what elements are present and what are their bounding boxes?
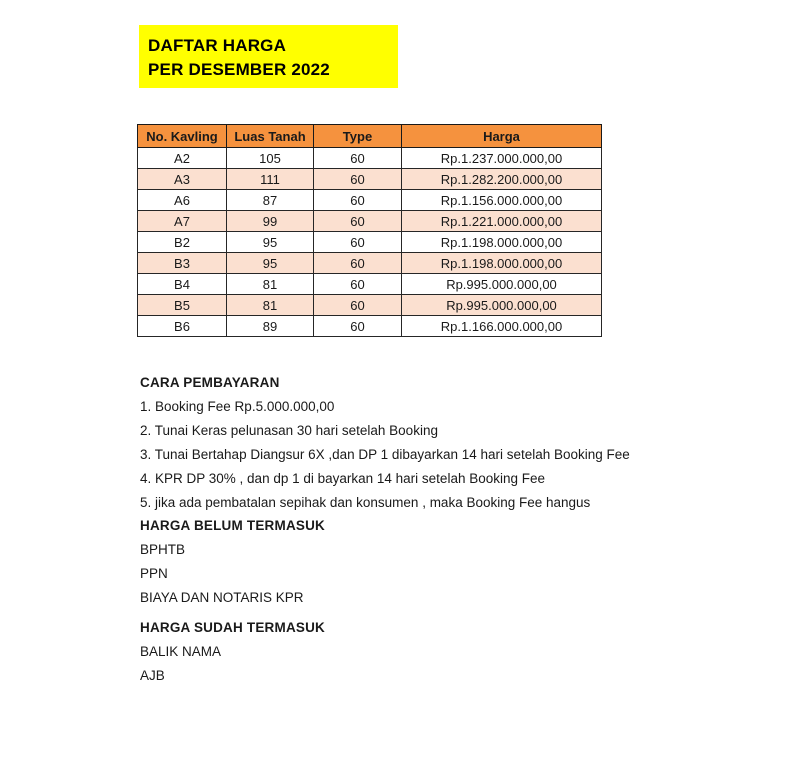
cell-luas-tanah: 99 [227, 211, 314, 232]
cell-kavling: A3 [138, 169, 227, 190]
cell-harga: Rp.1.237.000.000,00 [402, 148, 602, 169]
payment-term-item: 2. Tunai Keras pelunasan 30 hari setelah Booking [140, 423, 438, 438]
price-exclude-item: BPHTB [140, 542, 186, 557]
cell-luas-tanah: 81 [227, 295, 314, 316]
cell-kavling: A6 [138, 190, 227, 211]
cell-harga: Rp.995.000.000,00 [402, 274, 602, 295]
title-line-2: PER DESEMBER 2022 [148, 60, 330, 79]
price-excludes-section [140, 514, 325, 610]
cell-kavling: B4 [138, 274, 227, 295]
cell-luas-tanah: 111 [227, 169, 314, 190]
price-include-item: BALIK NAMA [140, 644, 222, 659]
price-includes-heading: HARGA SUDAH TERMASUK [140, 620, 325, 635]
column-header-type: Type [314, 125, 402, 148]
payment-terms-heading: CARA PEMBAYARAN [140, 375, 280, 390]
price-exclude-item: BIAYA DAN NOTARIS KPR [140, 590, 304, 605]
table-row [138, 274, 602, 295]
cell-type: 60 [314, 169, 402, 190]
column-header-harga: Harga [402, 125, 602, 148]
cell-harga: Rp.995.000.000,00 [402, 295, 602, 316]
payment-terms-list [140, 395, 630, 515]
table-row [138, 169, 602, 190]
cell-luas-tanah: 95 [227, 253, 314, 274]
table-row [138, 253, 602, 274]
table-row [138, 232, 602, 253]
price-table-body [138, 148, 602, 337]
cell-type: 60 [314, 190, 402, 211]
cell-luas-tanah: 89 [227, 316, 314, 337]
table-row [138, 190, 602, 211]
table-row [138, 211, 602, 232]
price-includes-list [140, 640, 325, 688]
cell-kavling: A2 [138, 148, 227, 169]
cell-kavling: A7 [138, 211, 227, 232]
price-excludes-list [140, 538, 325, 610]
column-header-kavling: No. Kavling [138, 125, 227, 148]
cell-type: 60 [314, 316, 402, 337]
cell-kavling: B5 [138, 295, 227, 316]
price-table-container [137, 124, 601, 337]
cell-type: 60 [314, 232, 402, 253]
cell-harga: Rp.1.166.000.000,00 [402, 316, 602, 337]
cell-type: 60 [314, 274, 402, 295]
table-row [138, 316, 602, 337]
price-table [137, 124, 602, 337]
column-header-luas-tanah: Luas Tanah [227, 125, 314, 148]
payment-terms-section [140, 371, 630, 515]
cell-luas-tanah: 81 [227, 274, 314, 295]
cell-type: 60 [314, 148, 402, 169]
cell-harga: Rp.1.198.000.000,00 [402, 253, 602, 274]
cell-harga: Rp.1.221.000.000,00 [402, 211, 602, 232]
cell-luas-tanah: 95 [227, 232, 314, 253]
payment-term-item: 5. jika ada pembatalan sepihak dan konsumen , maka Booking Fee hangus [140, 495, 591, 510]
cell-type: 60 [314, 253, 402, 274]
payment-term-item: 3. Tunai Bertahap Diangsur 6X ,dan DP 1 dibayarkan 14 hari setelah Booking Fee [140, 447, 630, 462]
cell-kavling: B2 [138, 232, 227, 253]
payment-term-item: 1. Booking Fee Rp.5.000.000,00 [140, 399, 335, 414]
cell-luas-tanah: 87 [227, 190, 314, 211]
payment-term-item: 4. KPR DP 30% , dan dp 1 di bayarkan 14 hari setelah Booking Fee [140, 471, 546, 486]
cell-type: 60 [314, 211, 402, 232]
title-line-1: DAFTAR HARGA [148, 36, 287, 55]
cell-harga: Rp.1.156.000.000,00 [402, 190, 602, 211]
title-banner [139, 25, 398, 88]
cell-luas-tanah: 105 [227, 148, 314, 169]
price-include-item: AJB [140, 668, 165, 683]
table-header-row [138, 125, 602, 148]
cell-harga: Rp.1.282.200.000,00 [402, 169, 602, 190]
table-row [138, 295, 602, 316]
price-table-header [138, 125, 602, 148]
table-row [138, 148, 602, 169]
cell-kavling: B3 [138, 253, 227, 274]
price-excludes-heading: HARGA BELUM TERMASUK [140, 518, 325, 533]
cell-harga: Rp.1.198.000.000,00 [402, 232, 602, 253]
price-exclude-item: PPN [140, 566, 168, 581]
cell-type: 60 [314, 295, 402, 316]
price-includes-section [140, 616, 325, 688]
cell-kavling: B6 [138, 316, 227, 337]
